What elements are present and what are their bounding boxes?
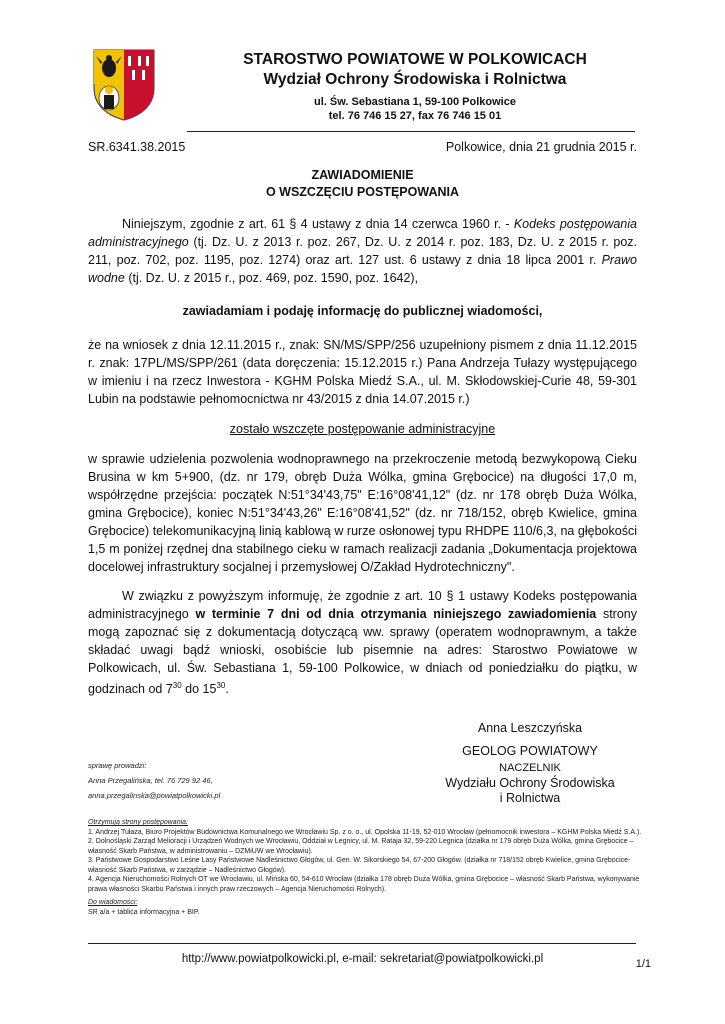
recipient-item: 1. Andrzej Tułaza, Biuro Projektów Budownictwa Komunalnego we Wrocławiu Sp. z o. o., ul. Opolska 11-19, 52-010 Wrocław (pełnomocnik inwestora – KGHM Polska Miedź S.A.). [88, 828, 642, 836]
contact-email[interactable]: anna.przegalinska@powiatpolkowicki.pl [88, 791, 221, 800]
signature-name: Anna Leszczyńska [477, 721, 583, 735]
info-text-end: . [225, 682, 229, 697]
footer-contact[interactable]: http://www.powiatpolkowicki.pl, e-mail: sekretariat@powiatpolkowicki.pl [181, 953, 544, 965]
info-paragraph [88, 587, 637, 698]
info-text-mid: do 15 [181, 682, 217, 697]
document-title: ZAWIADOMIENIE [311, 168, 414, 182]
recipients-heading: Otrzymują strony postępowania: [88, 819, 188, 826]
subject-paragraph: w sprawie udzielenia pozwolenia wodnoprawnego na przekroczenie metodą bezwykopową Cieku Brusina w km 5+900, (dz. nr 179, obręb Duża Wólka, gmina Grębocice) na długości 17,0 m, współrzędne przejścia: początek N:51°34'43,75" E:16°08'41,12" (dz. nr 178 obręb Duża Wólka, gmina Grębocice), koniec N:51°34'43,26" E:16°08'41,52" (dz. nr 718/152, obręb Kwielice, gmina Grębocice) telekomunikacyjną linią kablową w rurze osłonowej typu RHDPE 110/6,3, na głębokości 1,5 m poniżej rzędnej dna stabilnego cieku w ramach realizacji zadania „Dokumentacja projektowa docelowej infrastruktury socjalnej i przemysłowej O/Zakład Hydrotechniczny". [88, 452, 637, 574]
contact-person: Anna Przegalińska, tel. 76 729 92 46, [88, 776, 213, 785]
initiated-line-wrap [88, 420, 637, 438]
coat-of-arms-icon [92, 48, 156, 122]
deadline-text: w terminie 7 dni od dnia otrzymania niniejszego zawiadomienia [195, 607, 597, 621]
info-text-a: W związku z powyższym informuję, że zgodnie z art. 10 § 1 ustawy Kodeks postępowania administracyjnego [88, 589, 637, 621]
hour-start-minutes: 30 [172, 681, 182, 690]
intro-text-a: Niniejszym, zgodnie z art. 61 § 4 ustawy z dnia 14 czerwca 1960 r. - [122, 217, 514, 231]
footer-divider [88, 943, 636, 944]
place-date: Polkowice, dnia 21 grudnia 2015 r. [445, 140, 637, 154]
office-name: STAROSTWO POWIATOWE W POLKOWICACH [243, 51, 587, 68]
water-law-title: Prawo wodne [88, 253, 637, 285]
notice-line: zawiadamiam i podaję informację do publicznej wiadomości, [182, 304, 543, 318]
signature-role: GEOLOG POWIATOWY [462, 744, 598, 758]
recipient-item: 3. Państwowe Gospodarstwo Leśne Lasy Państwowe Nadleśnictwo Głogów, ul. Gen. W. Sikorskiego 54, 67-200 Głogów. (działka nr 718/152 obręb Kwielice, gmina Grębocice- własność Skarb Państwa, w zarządzie – Nadleśnictwo Głogów). [88, 857, 631, 874]
signature-dept-2: i Rolnictwa [499, 791, 561, 805]
office-address: ul. Św. Sebastiana 1, 59-100 Polkowice [314, 96, 516, 108]
reference-number: SR.6341.38.2015 [88, 140, 186, 154]
kpa-title: Kodeks postępowania administracyjnego [88, 217, 637, 249]
office-phone: tel. 76 746 15 27, fax 76 746 15 01 [328, 110, 502, 122]
intro-text-b: (tj. Dz. U. z 2013 r. poz. 267, Dz. U. z 2014 r. poz. 183, Dz. U. z 2015 r. poz. 211, poz. 702, poz. 1195, poz. 1274) oraz art. 127 ust. 6 ustawy z dnia 18 lipca 2001 r. [88, 235, 637, 267]
header-divider [187, 131, 635, 132]
contact-label: sprawę prowadzi: [88, 761, 147, 770]
department-name: Wydział Ochrony Środowiska i Rolnictwa [263, 71, 567, 88]
document-subtitle: O WSZCZĘCIU POSTĘPOWANIA [265, 185, 460, 199]
info-heading: Do wiadomości: [88, 899, 138, 906]
page-number: 1/1 [635, 958, 651, 970]
initiated-line: zostało wszczęte postępowanie administracyjne [229, 422, 496, 436]
signature-dept-1: Wydziału Ochrony Środowiska [445, 776, 615, 790]
recipient-item: 4. Agencja Nieruchomości Rolnych OT we Wrocławiu, ul. Mińska 60, 54-610 Wrocław (działka 178 obręb Duża Wólka, gmina Grębocice – własność Skarb Państwa, wykonywanie prawa własności Skarbu Państwa i innych praw rzeczowych – Agencja Nieruchomości Rolnych). [88, 876, 640, 893]
hour-end-minutes: 30 [216, 681, 226, 690]
info-text-b: strony mogą zapoznać się z dokumentacją dotyczącą ww. sprawy (operatem wodnoprawnym, a także składać uwagi bądź wnioski, osobiście lub pisemnie na adres: Starostwo Powiatowe w Polkowicach, ul. Św. Sebastiana 1, 59-100 Polkowice, w dniach od poniedziałku do piątku, w godzinach od 7 [88, 607, 637, 697]
recipients-block [88, 818, 648, 917]
signature-title: NACZELNIK [499, 762, 561, 774]
intro-text-c: (tj. Dz. U. z 2015 r., poz. 469, poz. 1590, poz. 1642), [124, 271, 419, 285]
intro-paragraph [88, 215, 637, 287]
recipient-item: 2. Dolnośląski Zarząd Melioracji i Urządzeń Wodnych we Wrocławiu, Oddział w Legnicy, ul. M. Rataja 32, 59-220 Legnica (działka nr 179 obręb Duża Wólka, gmina Grębocice – własność Skarb Państwa, w administrowaniu – DZMiUW we Wrocławiu). [88, 838, 634, 855]
info-item: SR a/a + tablica informacyjna + BIP. [88, 908, 200, 916]
application-paragraph: że na wniosek z dnia 12.11.2015 r., znak: SN/MS/SPP/256 uzupełniony pismem z dnia 11.12.2015 r. znak: 17PL/MS/SPP/261 (data doręczenia: 15.12.2015 r.) Pana Andrzeja Tułazy występującego w imieniu i na rzecz Inwestora - KGHM Polska Miedź S.A., ul. M. Skłodowskiej-Curie 48, 59-301 Lubin na podstawie pełnomocnictwa nr 43/2015 z dnia 14.07.2015 r.) [88, 338, 637, 406]
